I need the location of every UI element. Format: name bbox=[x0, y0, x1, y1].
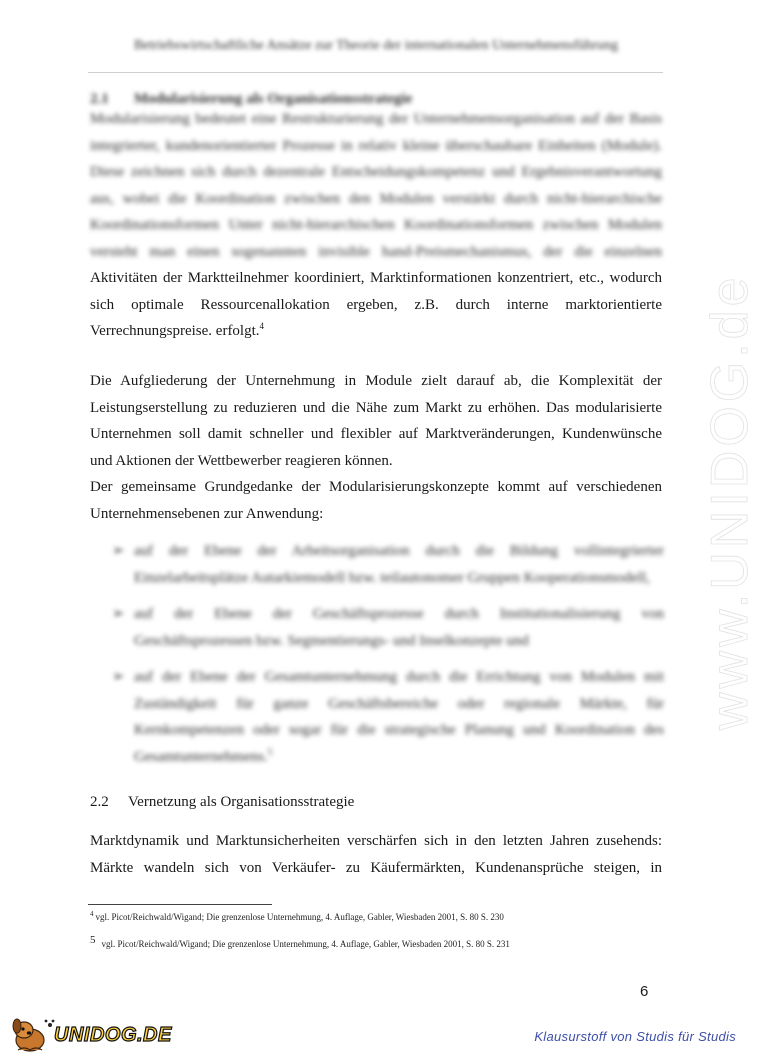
page-number: 6 bbox=[640, 983, 649, 1000]
list-item bbox=[112, 664, 664, 770]
section-title: Modularisierung als Organisationsstrategie bbox=[134, 91, 413, 107]
text-line: sich optimale Ressourcenallokation ergeben, z.B. durch interne marktorientierte bbox=[90, 296, 662, 313]
footnote-text: vgl. Picot/Reichwald/Wigand; Die grenzenlose Unternehmung, 4. Auflage, Gabler, Wiesbaden 2001, S. 80 S. 231 bbox=[101, 939, 510, 949]
text-line-blurred: aus, wobei die Koordination zwischen den Modulen verstärkt durch nicht-hierarchische bbox=[90, 190, 662, 207]
arrow-bullet-icon: ➢ bbox=[112, 543, 125, 559]
unidog-logo bbox=[8, 1016, 172, 1054]
text-line-blurred: Kernkompetenzen oder sogar für die strategische Planung und Koordination des bbox=[134, 722, 664, 738]
text-line-blurred: Einzelarbeitsplätze Autarkiemodell bzw. teilautonomer Gruppen Kooperationsmodell, bbox=[134, 569, 650, 586]
logo-text: UNIDOG.DE bbox=[54, 1024, 172, 1046]
text-line-blurred: Geschäftsprozessen bzw. Segmentierungs- und Inselkonzepte und bbox=[134, 632, 529, 649]
arrow-bullet-icon: ➢ bbox=[112, 669, 125, 685]
section-heading bbox=[90, 794, 354, 811]
text-line: Märkte wandeln sich von Verkäufer- zu Käufermärkten, Kundenansprüche steigen, in bbox=[90, 859, 662, 876]
running-header: Betriebswirtschaftliche Ansätze zur Theorie der internationalen Unternehmensführung bbox=[133, 38, 619, 53]
footnote-divider bbox=[88, 904, 272, 905]
paragraph-3 bbox=[90, 828, 662, 881]
section-number: 2.2 bbox=[90, 794, 109, 810]
list-item bbox=[112, 601, 664, 654]
section-number: 2.1 bbox=[90, 91, 109, 107]
text-line: Der gemeinsame Grundgedanke der Modularisierungskonzepte kommt auf verschiedenen bbox=[90, 479, 662, 495]
text-line: und Aktionen der Wettbewerber reagieren können. bbox=[90, 452, 393, 469]
text-line: Marktdynamik und Marktunsicherheiten verschärfen sich in den letzten Jahren zusehends: bbox=[90, 833, 662, 849]
footnote-ref: 4 bbox=[259, 321, 265, 331]
bullet-list bbox=[112, 538, 664, 780]
text-line: Leistungserstellung zu reduzieren und die Nähe zum Markt zu erhöhen. Das modularisierte bbox=[90, 399, 662, 416]
paragraph-1 bbox=[90, 106, 662, 345]
text-line-blurred: Koordinationsformen Unter nicht-hierarchischen Koordinationsformen zwischen Modulen bbox=[90, 217, 662, 233]
text-line: Die Aufgliederung der Unternehmung in Module zielt darauf ab, die Komplexität der bbox=[90, 373, 662, 389]
text-line-blurred: auf der Ebene der Geschäftsprozesse durch Institutionalisierung von bbox=[134, 606, 664, 622]
header-divider bbox=[88, 72, 663, 73]
text-line: Aktivitäten der Marktteilnehmer koordiniert, Marktinformationen konzentriert, etc., wodurch bbox=[90, 270, 662, 286]
text-line: Verrechnungspreise. erfolgt.$^4$ bbox=[90, 321, 265, 339]
text-line: Unternehmensebenen zur Anwendung: bbox=[90, 505, 324, 522]
footnote-ref: 5 bbox=[267, 746, 273, 757]
text-line-blurred: auf der Ebene der Gesamtunternehmung durch die Errichtung von Modulen mit bbox=[134, 669, 664, 685]
footnote bbox=[90, 912, 504, 922]
footnote-number: 4 bbox=[90, 910, 94, 918]
footnote bbox=[90, 934, 510, 949]
paragraph-2 bbox=[90, 368, 662, 527]
footnote-text: vgl. Picot/Reichwald/Wigand; Die grenzenlose Unternehmung, 4. Auflage, Gabler, Wiesbaden 2001, S. 80 S. 230 bbox=[95, 912, 504, 922]
arrow-bullet-icon: ➢ bbox=[112, 606, 125, 622]
tagline: Klausurstoff von Studis für Studis bbox=[534, 1029, 736, 1044]
text-line-blurred: Modularisierung bedeutet eine Restrukturierung der Unternehmensorganisation auf der Basis bbox=[90, 111, 662, 127]
text-line-blurred: integrierter, kundenorientierter Prozesse in relativ kleine überschaubare Einheiten (Module). bbox=[90, 137, 662, 154]
text-line-blurred: Zuständigkeit für ganze Geschäftsbereiche oder regionale Märkte, für bbox=[134, 695, 664, 712]
section-title: Vernetzung als Organisationsstrategie bbox=[128, 794, 355, 810]
footnote-number: 5 bbox=[90, 934, 96, 946]
text-line-blurred: Diese zeichnen sich durch dezentrale Entscheidungskompetenz und Ergebnisverantwortung bbox=[90, 164, 662, 180]
text-line: Unternehmen soll damit schneller und flexibler auf Marktveränderungen, Kundenwünsche bbox=[90, 426, 662, 442]
list-item bbox=[112, 538, 664, 591]
text-line-blurred: versteht man einen sogenannten invisible hand-Preismechanismus, der die einzelnen bbox=[90, 243, 662, 260]
text-line-blurred: auf der Ebene der Arbeitsorganisation durch die Bildung vollintegrierter bbox=[134, 543, 664, 559]
dog-mascot-icon bbox=[8, 1016, 56, 1054]
text-line-blurred: Gesamtunternehmens.$^5$ bbox=[134, 746, 273, 765]
watermark-text: www.UNIDOG.de bbox=[701, 273, 759, 730]
